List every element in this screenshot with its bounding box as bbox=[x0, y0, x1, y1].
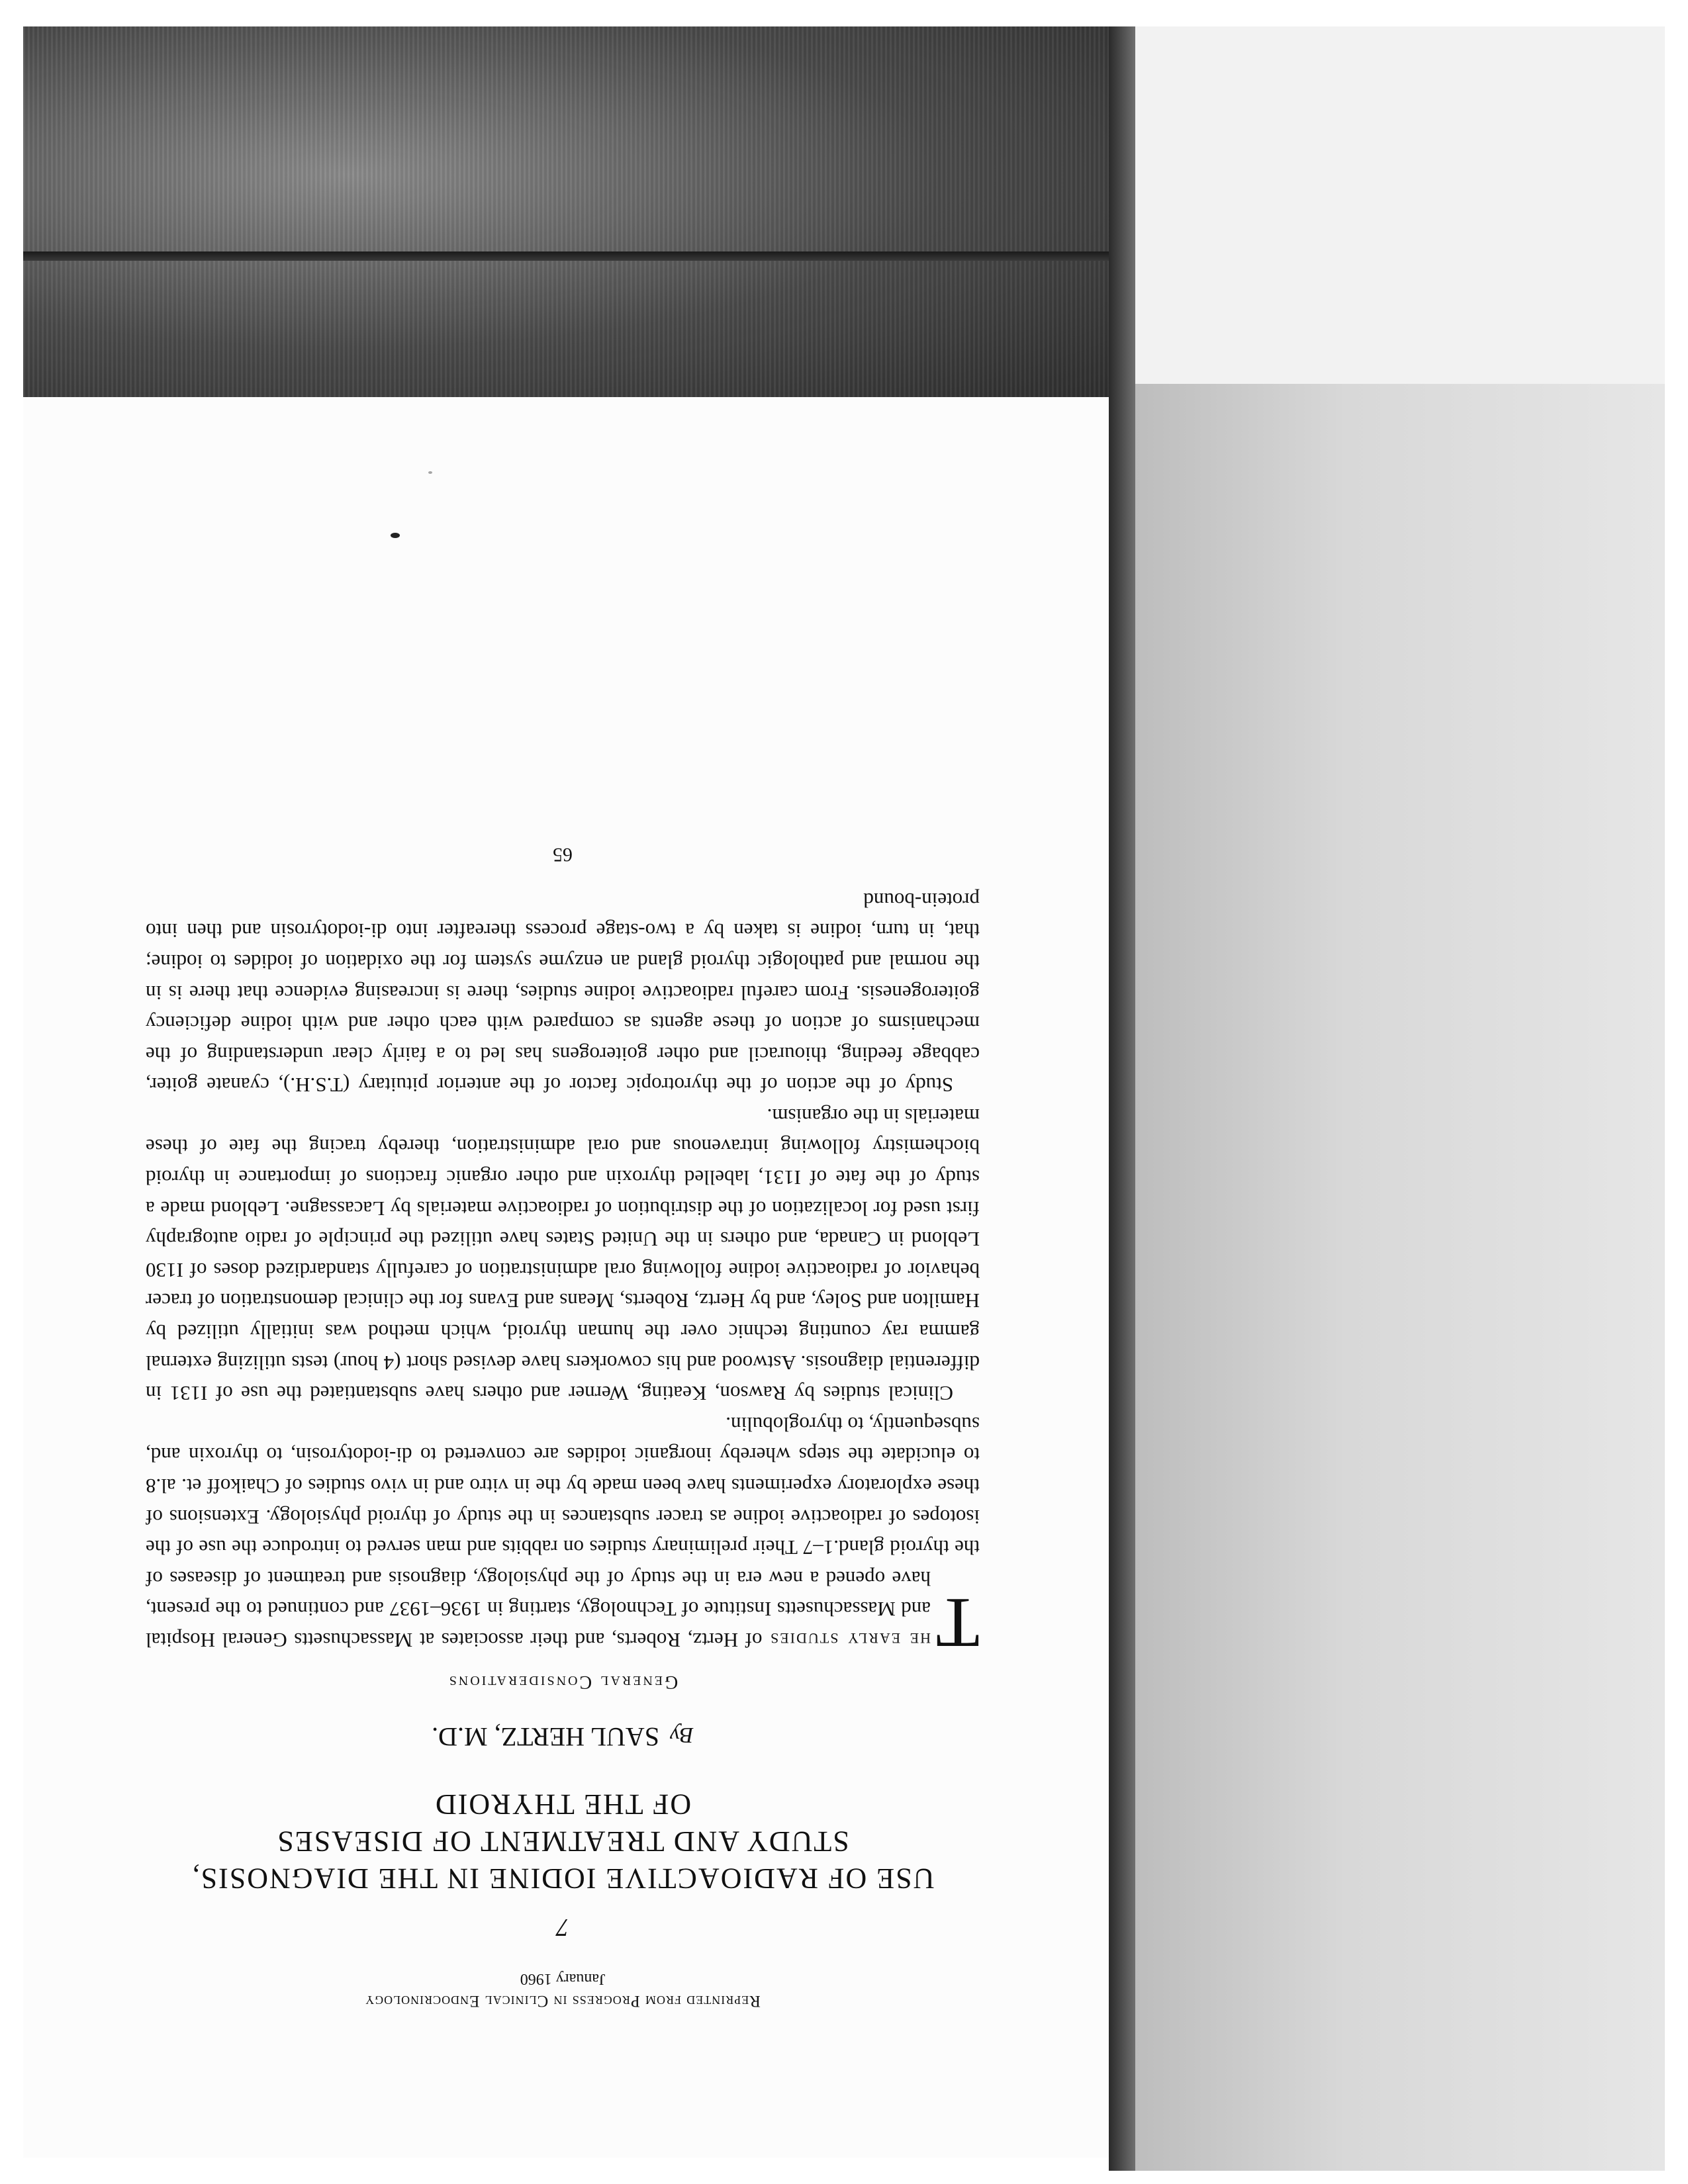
book-gutter-shadow bbox=[1109, 26, 1135, 2171]
book-edge-shadow bbox=[23, 251, 1109, 261]
author-name: SAUL HERTZ, M.D. bbox=[432, 1722, 660, 1752]
scan-speck bbox=[391, 533, 400, 538]
lead-words: he early studies bbox=[769, 1629, 931, 1652]
facing-page-upper bbox=[1135, 26, 1665, 384]
page-text-block bbox=[146, 843, 980, 2012]
chapter-number: 7 bbox=[556, 1913, 569, 1941]
facing-page bbox=[1135, 26, 1665, 2171]
reprint-line: Reprinted from Progress in Clinical Endocrinology bbox=[365, 1992, 761, 2010]
byline bbox=[146, 1721, 980, 1752]
paragraph-2: Clinical studies by Rawson, Keating, Werner and others have substantiated the use of I131 in differential diagnosis. Astwood and his coworkers have devised short (4 hour) tests utilizing external gamma ray counting technic over the human thyroid, which method was initially utilized by Hamilton and Soley, and by Hertz, Roberts, Means and Evans for the clinical demonstration of tracer behavior of radioactive iodine following oral administration of carefully standardized doses of I130 Leblond in Canada, and others in the United States have utilized the principle of radio autography first used for localization of the distribution of radioactive materials by Lacassagne. Leblond made a study of the fate of I131, labelled thyroxin and other organic fractions of importance in thyroid biochemistry following intravenous and oral administration, thereby tracing the fate of these materials in the organism. bbox=[146, 1104, 980, 1406]
title-line-3: OF THE THYROID bbox=[434, 1788, 692, 1821]
article-title bbox=[146, 1786, 980, 1897]
page-number: 65 bbox=[553, 844, 573, 866]
title-line-2: STUDY AND TREATMENT OF DISEASES bbox=[276, 1825, 849, 1858]
rotated-page-content bbox=[23, 397, 1109, 2158]
drop-cap: T bbox=[936, 1583, 980, 1662]
paragraph-1 bbox=[146, 1408, 980, 1662]
scanner-background bbox=[23, 26, 1109, 401]
scanned-page bbox=[23, 397, 1109, 2158]
paragraph-3: Study of the action of the thyrotropic factor of the anterior pituitary (T.S.H.), cyanate goiter, cabbage feeding, thiouracil and other goiterogens has led to a fairly clear understanding of the mechanisms of action of these agents as compared with each other and with iodine deficiency goiterogenesis. From careful radioactive iodine studies, there is increasing evidence that there is in the normal and pathologic thyroid gland an enzyme system for the oxidation of iodides to iodine; that, in turn, iodine is taken by a two-stage process thereafter into di-iodotyrosin and then into protein-bound bbox=[146, 888, 980, 1097]
scan-speck bbox=[428, 471, 432, 474]
title-line-1: USE OF RADIOACTIVE IODINE IN THE DIAGNOSIS, bbox=[191, 1862, 935, 1895]
section-heading: General Considerations bbox=[447, 1672, 679, 1692]
reprint-date: January 1960 bbox=[520, 1970, 606, 1987]
byline-prefix: By bbox=[670, 1723, 694, 1747]
paragraph-1-text: of Hertz, Roberts, and their associates at Massachusetts General Hospital and Massachusetts Institute of Technology, starting in 1936–1937 and continued to the present, have opened a new era in the study of the physiology, diagnosis and treatment of diseases of the thyroid gland.1–7 Their preliminary studies on rabbits and man served to introduce the use of the isotopes of radioactive iodine as tracer substances in the study of thyroid physiology. Extensions of these exploratory experiments have been made by the in vitro and in vivo studies of Chaikoff et. al.8 to elucidate the steps whereby inorganic iodides are converted to di-iodotyrosin, to thyroxin and, subsequently, to thyroglobulin. bbox=[146, 1412, 980, 1652]
